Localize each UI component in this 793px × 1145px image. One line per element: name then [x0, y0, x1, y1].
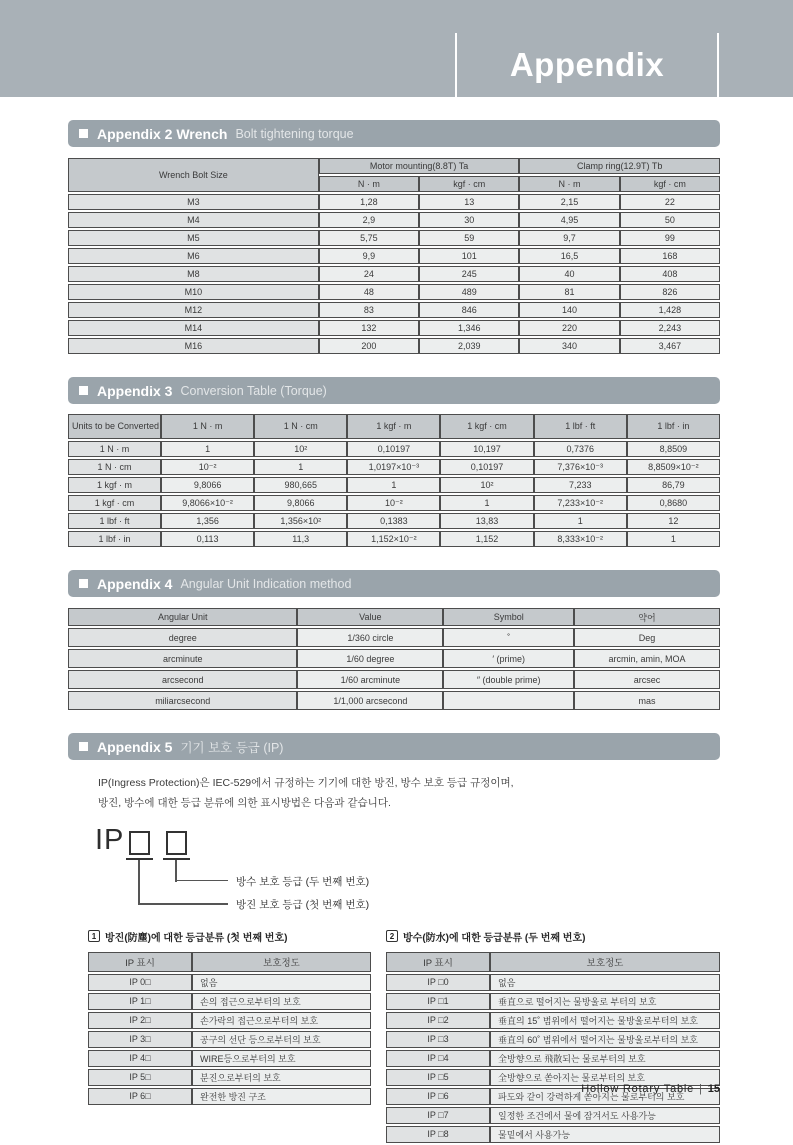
- table-cell: 132: [319, 320, 419, 336]
- row-label-cell: M12: [68, 302, 319, 318]
- table-cell: 11,3: [254, 531, 347, 547]
- table-cell: 48: [319, 284, 419, 300]
- column-header-cell: IP 표시: [88, 952, 192, 972]
- row-label-cell: IP □1: [386, 993, 490, 1010]
- row-label-cell: arcminute: [68, 649, 297, 668]
- table-row: [88, 1050, 371, 1067]
- table-cell: 10⁻²: [161, 459, 254, 475]
- column-header-cell: Units to be Converted: [68, 414, 161, 439]
- row-label-cell: IP □7: [386, 1107, 490, 1124]
- table-cell: ˚: [443, 628, 574, 647]
- table-cell: 0,10197: [440, 459, 533, 475]
- table-cell: ′ (prime): [443, 649, 574, 668]
- table-cell: 99: [620, 230, 720, 246]
- page-footer: [581, 1083, 720, 1095]
- boxed-number-2-icon: 2: [386, 930, 398, 942]
- table-cell: 200: [319, 338, 419, 354]
- table-cell: 분진으로부터의 보호: [192, 1069, 371, 1086]
- table-row: [386, 1012, 720, 1029]
- section-header-appendix2: [68, 120, 720, 147]
- ip-second-digit-underline: [163, 858, 190, 860]
- diagram-connector-line: [138, 860, 140, 905]
- table-cell: 1: [627, 531, 720, 547]
- table-row: [68, 338, 720, 354]
- table-cell: 5,75: [319, 230, 419, 246]
- table-cell: 83: [319, 302, 419, 318]
- table-cell: 1/60 arcminute: [297, 670, 443, 689]
- table-row: [68, 459, 720, 475]
- water-table-title: [386, 929, 720, 944]
- column-header-cell: Value: [297, 608, 443, 626]
- section-title: Appendix 3: [97, 382, 173, 399]
- section-subtitle: Bolt tightening torque: [235, 126, 354, 141]
- table-row: [68, 284, 720, 300]
- table-row: [88, 1088, 371, 1105]
- row-label-cell: IP □2: [386, 1012, 490, 1029]
- table-cell: 공구의 선단 등으로부터의 보호: [192, 1031, 371, 1048]
- square-bullet-icon: [79, 579, 88, 588]
- table-cell: 垂直의 60˚ 범위에서 떨어지는 물방울로부터의 보호: [490, 1031, 720, 1048]
- diagram-connector-line: [175, 860, 177, 882]
- table-row: [68, 691, 720, 710]
- water-rating-block: [386, 929, 720, 1145]
- table-cell: 일정한 조건에서 물에 잠겨서도 사용가능: [490, 1107, 720, 1124]
- table-row: [68, 649, 720, 668]
- table-cell: 9,8066×10⁻²: [161, 495, 254, 511]
- table-cell: 168: [620, 248, 720, 264]
- table-cell: 垂直으로 떨어지는 물방울로 부터의 보호: [490, 993, 720, 1010]
- table-cell: 12: [627, 513, 720, 529]
- table-cell: 0,8680: [627, 495, 720, 511]
- table-cell: 손의 접근으로부터의 보호: [192, 993, 371, 1010]
- row-label-cell: IP □8: [386, 1126, 490, 1143]
- section-subtitle: Angular Unit Indication method: [180, 576, 352, 591]
- ip-intro-line1: IP(Ingress Protection)은 IEC-529에서 규정하는 기기에 대한 방진, 방수 보호 등급 규정이며,: [98, 777, 514, 789]
- table-row: [68, 266, 720, 282]
- table-cell: 24: [319, 266, 419, 282]
- dust-table-title-text: 방진(防塵)에 대한 등급분류 (첫 번째 번호): [105, 932, 288, 944]
- row-label-cell: IP 5□: [88, 1069, 192, 1086]
- table-cell: 826: [620, 284, 720, 300]
- page-title: Appendix: [509, 46, 665, 83]
- wrench-torque-table: [68, 156, 720, 356]
- table-row: [88, 1031, 371, 1048]
- torque-conversion-table: [68, 412, 720, 549]
- table-cell: mas: [574, 691, 720, 710]
- table-cell: 물밑에서 사용가능: [490, 1126, 720, 1143]
- column-header-cell: N · m: [519, 176, 619, 192]
- table-cell: 40: [519, 266, 619, 282]
- table-row: [68, 477, 720, 493]
- table-cell: 22: [620, 194, 720, 210]
- table-cell: 10⁻²: [347, 495, 440, 511]
- page-number: 15: [707, 1083, 720, 1095]
- table-cell: 86,79: [627, 477, 720, 493]
- row-label-cell: IP □0: [386, 974, 490, 991]
- table-cell: [443, 691, 574, 710]
- row-label-cell: M6: [68, 248, 319, 264]
- row-label-cell: IP 3□: [88, 1031, 192, 1048]
- ip-intro-paragraph: [98, 773, 720, 814]
- table-cell: 220: [519, 320, 619, 336]
- column-header-cell: 1 kgf · m: [347, 414, 440, 439]
- row-label-cell: M14: [68, 320, 319, 336]
- table-cell: 1: [254, 459, 347, 475]
- table-cell: 140: [519, 302, 619, 318]
- ip-code-diagram: [68, 824, 720, 919]
- table-cell: 1,152: [440, 531, 533, 547]
- table-cell: 9,8066: [254, 495, 347, 511]
- table-cell: 垂直의 15˚ 범위에서 떨어지는 물방울로부터의 보호: [490, 1012, 720, 1029]
- column-header-cell: 1 N · cm: [254, 414, 347, 439]
- table-cell: arcmin, amin, MOA: [574, 649, 720, 668]
- table-cell: 1,428: [620, 302, 720, 318]
- row-label-cell: IP □4: [386, 1050, 490, 1067]
- row-label-cell: M10: [68, 284, 319, 300]
- table-cell: 980,665: [254, 477, 347, 493]
- table-cell: 7,376×10⁻³: [534, 459, 627, 475]
- table-cell: 13,83: [440, 513, 533, 529]
- table-cell: 101: [419, 248, 519, 264]
- table-cell: 1,346: [419, 320, 519, 336]
- row-label-cell: IP □3: [386, 1031, 490, 1048]
- table-cell: 파도와 같이 강력하게 쏟아지는 물로부터의 보호: [490, 1088, 720, 1105]
- table-cell: 0,7376: [534, 441, 627, 457]
- ip-first-digit-box: [129, 831, 150, 855]
- table-cell: 全방향으로 쏟아지는 물로부터의 보호: [490, 1069, 720, 1086]
- section-subtitle: Conversion Table (Torque): [180, 383, 327, 398]
- table-cell: 1/1,000 arcsecond: [297, 691, 443, 710]
- diagram-connector-line: [138, 903, 228, 905]
- column-header-cell: Angular Unit: [68, 608, 297, 626]
- row-label-cell: M8: [68, 266, 319, 282]
- page-content: [68, 97, 720, 1145]
- table-cell: 16,5: [519, 248, 619, 264]
- row-label-cell: IP 2□: [88, 1012, 192, 1029]
- row-label-cell: IP 1□: [88, 993, 192, 1010]
- table-cell: 8,8509×10⁻²: [627, 459, 720, 475]
- table-cell: 1/60 degree: [297, 649, 443, 668]
- table-row: [386, 1050, 720, 1067]
- diagram-connector-line: [175, 880, 228, 882]
- table-row: [68, 248, 720, 264]
- group-header-cell: Motor mounting(8.8T) Ta: [319, 158, 520, 174]
- table-cell: 1,28: [319, 194, 419, 210]
- table-row: [68, 194, 720, 210]
- table-row: [88, 974, 371, 991]
- section-subtitle: 기기 보호 등급 (IP): [180, 740, 284, 755]
- table-cell: 2,243: [620, 320, 720, 336]
- table-cell: 1: [347, 477, 440, 493]
- dust-rating-table: [88, 950, 371, 1107]
- table-row: [88, 1012, 371, 1029]
- section-title: Appendix 4: [97, 575, 173, 592]
- row-label-cell: IP □5: [386, 1069, 490, 1086]
- table-cell: 없음: [192, 974, 371, 991]
- column-header-cell: IP 표시: [386, 952, 490, 972]
- ip-code-prefix: IP: [95, 823, 125, 856]
- table-row: [68, 513, 720, 529]
- table-cell: 없음: [490, 974, 720, 991]
- table-cell: 1,356: [161, 513, 254, 529]
- table-cell: ″ (double prime): [443, 670, 574, 689]
- table-cell: 2,9: [319, 212, 419, 228]
- table-cell: 4,95: [519, 212, 619, 228]
- section-title: Appendix 2 Wrench: [97, 125, 228, 142]
- row-label-cell: 1 kgf · m: [68, 477, 161, 493]
- table-cell: 완전한 방진 구조: [192, 1088, 371, 1105]
- table-row: [68, 670, 720, 689]
- row-label-cell: degree: [68, 628, 297, 647]
- column-header-cell: 약어: [574, 608, 720, 626]
- row-label-cell: 1 kgf · cm: [68, 495, 161, 511]
- table-cell: arcsec: [574, 670, 720, 689]
- footer-separator: |: [699, 1083, 703, 1095]
- row-label-cell: IP 4□: [88, 1050, 192, 1067]
- row-label-cell: arcsecond: [68, 670, 297, 689]
- ip-first-digit-underline: [126, 858, 153, 860]
- water-grade-label: 방수 보호 등급 (두 번째 번호): [236, 875, 370, 888]
- row-label-cell: 1 lbf · in: [68, 531, 161, 547]
- table-header-row: [68, 414, 720, 439]
- ip-intro-line2: 방진, 방수에 대한 등급 분류에 의한 표시방법은 다음과 같습니다.: [98, 797, 391, 810]
- section-title: Appendix 5: [97, 738, 173, 755]
- table-row: [68, 628, 720, 647]
- water-table-title-text: 방수(防水)에 대한 등급분류 (두 번째 번호): [403, 932, 586, 944]
- table-cell: 1/360 circle: [297, 628, 443, 647]
- table-cell: 1,356×10²: [254, 513, 347, 529]
- table-cell: 10²: [440, 477, 533, 493]
- table-row: [88, 993, 371, 1010]
- row-label-cell: IP 6□: [88, 1088, 192, 1105]
- row-label-cell: IP 0□: [88, 974, 192, 991]
- column-header-cell: kgf · cm: [419, 176, 519, 192]
- row-label-cell: M5: [68, 230, 319, 246]
- table-cell: 8,8509: [627, 441, 720, 457]
- table-cell: 408: [620, 266, 720, 282]
- table-row: [386, 1126, 720, 1143]
- table-cell: 1,0197×10⁻³: [347, 459, 440, 475]
- table-cell: 846: [419, 302, 519, 318]
- table-row: [68, 441, 720, 457]
- header-divider-right: [717, 33, 719, 97]
- column-header-cell: 1 lbf · in: [627, 414, 720, 439]
- table-cell: 0,10197: [347, 441, 440, 457]
- column-header-cell: Symbol: [443, 608, 574, 626]
- column-header-cell: 1 N · m: [161, 414, 254, 439]
- boxed-number-1-icon: 1: [88, 930, 100, 942]
- table-cell: 9,7: [519, 230, 619, 246]
- table-header-row: [88, 952, 371, 972]
- ip-second-digit-box: [166, 831, 187, 855]
- column-header-cell: 1 lbf · ft: [534, 414, 627, 439]
- table-row: [68, 212, 720, 228]
- table-cell: 7,233×10⁻²: [534, 495, 627, 511]
- product-name: Hollow Rotary Table: [581, 1083, 695, 1095]
- table-cell: 0,1383: [347, 513, 440, 529]
- row-label-cell: M3: [68, 194, 319, 210]
- dust-rating-block: [88, 929, 371, 1107]
- table-row: [386, 1107, 720, 1124]
- table-row: [386, 1031, 720, 1048]
- dust-table-title: [88, 929, 371, 944]
- table-cell: 全방향으로 飛散되는 물로부터의 보호: [490, 1050, 720, 1067]
- table-cell: 1: [534, 513, 627, 529]
- ip-classification-tables: [68, 929, 720, 1145]
- table-row: [386, 974, 720, 991]
- table-cell: 1: [440, 495, 533, 511]
- section-header-appendix3: [68, 377, 720, 404]
- table-cell: 30: [419, 212, 519, 228]
- table-cell: 10,197: [440, 441, 533, 457]
- table-cell: 340: [519, 338, 619, 354]
- table-row: [88, 1069, 371, 1086]
- section-header-appendix5: [68, 733, 720, 760]
- row-label-cell: 1 lbf · ft: [68, 513, 161, 529]
- table-cell: 489: [419, 284, 519, 300]
- section-header-appendix4: [68, 570, 720, 597]
- column-header-cell: 1 kgf · cm: [440, 414, 533, 439]
- table-row: [386, 993, 720, 1010]
- column-header-cell: 보호정도: [490, 952, 720, 972]
- table-cell: 245: [419, 266, 519, 282]
- angular-unit-table: [68, 606, 720, 712]
- table-header-row: [386, 952, 720, 972]
- column-header-cell: 보호정도: [192, 952, 371, 972]
- table-cell: 0,113: [161, 531, 254, 547]
- corner-header-cell: Wrench Bolt Size: [68, 158, 319, 192]
- square-bullet-icon: [79, 742, 88, 751]
- table-header-row: [68, 158, 720, 174]
- water-rating-table: [386, 950, 720, 1145]
- table-cell: 59: [419, 230, 519, 246]
- dust-grade-label: 방진 보호 등급 (첫 번째 번호): [236, 898, 370, 911]
- table-cell: 손가락의 접근으로부터의 보호: [192, 1012, 371, 1029]
- table-row: [68, 320, 720, 336]
- table-cell: 10²: [254, 441, 347, 457]
- column-header-cell: N · m: [319, 176, 419, 192]
- column-header-cell: kgf · cm: [620, 176, 720, 192]
- table-cell: 9,8066: [161, 477, 254, 493]
- table-cell: 3,467: [620, 338, 720, 354]
- table-cell: Deg: [574, 628, 720, 647]
- page-header-band: [0, 0, 793, 97]
- table-cell: 7,233: [534, 477, 627, 493]
- table-row: [68, 230, 720, 246]
- table-cell: 8,333×10⁻²: [534, 531, 627, 547]
- table-row: [68, 531, 720, 547]
- row-label-cell: M4: [68, 212, 319, 228]
- group-header-cell: Clamp ring(12.9T) Tb: [519, 158, 720, 174]
- table-cell: 9,9: [319, 248, 419, 264]
- square-bullet-icon: [79, 129, 88, 138]
- table-cell: 1,152×10⁻²: [347, 531, 440, 547]
- table-cell: 50: [620, 212, 720, 228]
- table-cell: 81: [519, 284, 619, 300]
- table-cell: 2,15: [519, 194, 619, 210]
- table-cell: 1: [161, 441, 254, 457]
- row-label-cell: IP □6: [386, 1088, 490, 1105]
- row-label-cell: 1 N · m: [68, 441, 161, 457]
- row-label-cell: miliarcsecond: [68, 691, 297, 710]
- table-cell: WIRE등으로부터의 보호: [192, 1050, 371, 1067]
- table-header-row: [68, 608, 720, 626]
- row-label-cell: M16: [68, 338, 319, 354]
- row-label-cell: 1 N · cm: [68, 459, 161, 475]
- table-cell: 2,039: [419, 338, 519, 354]
- table-cell: 13: [419, 194, 519, 210]
- square-bullet-icon: [79, 386, 88, 395]
- table-row: [68, 302, 720, 318]
- table-row: [68, 495, 720, 511]
